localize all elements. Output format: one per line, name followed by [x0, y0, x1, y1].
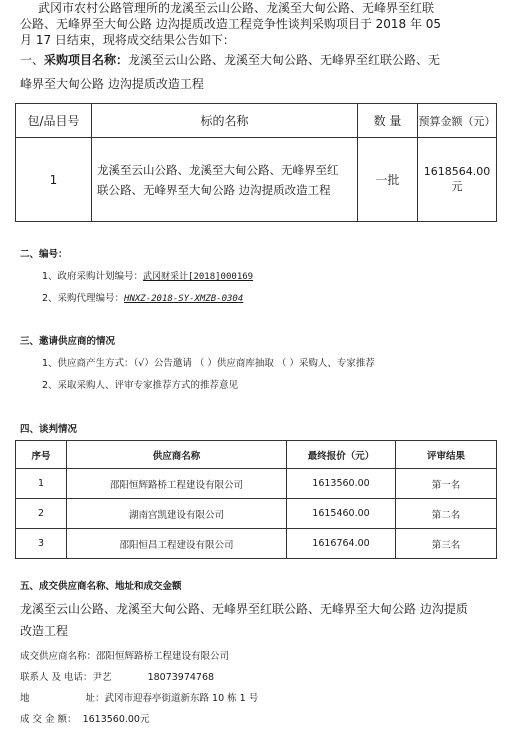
section1-heading: [20, 52, 440, 69]
supplier-method: 1、供应商产生方式：（√）公告邀请 （ ）供应商库抽取 （ ）采购人、专家推荐: [42, 358, 375, 369]
table-row: [16, 499, 497, 529]
col-header-result: 评审结果: [396, 441, 497, 469]
quantity: 一批: [358, 138, 418, 222]
section1-name-part2: 峰界至大甸公路 边沟提质改造工程: [20, 77, 204, 91]
award-project-line1: 龙溪至云山公路、龙溪至大甸公路、无峰界至红联公路、无峰界至大甸公路 边沟提质: [20, 602, 468, 616]
row-result: 第二名: [396, 499, 497, 529]
row-supplier: 邵阳恒昌工程建设有限公司: [67, 529, 287, 559]
item-name-line1: 龙溪至云山公路、龙溪至大甸公路、无峰界至红: [97, 162, 339, 177]
section4-heading: 四、谈判情况: [20, 424, 78, 435]
col-header-item-name: 标的名称: [92, 104, 358, 138]
award-contact-row: [20, 671, 214, 684]
negotiation-table: [15, 440, 497, 559]
col-header-budget: 预算金额（元）: [418, 104, 497, 138]
item-name-cell: [92, 138, 358, 222]
contact-label: 联系人 及 电话：: [20, 672, 93, 683]
agency-number-row: [42, 292, 243, 306]
plan-number-row: [42, 270, 253, 284]
col-header-supplier: 供应商名称: [67, 441, 287, 469]
col-header-final-price: 最终报价（元）: [287, 441, 396, 469]
section1-name-part1: 龙溪至云山公路、龙溪至大甸公路、无峰界至红联公路、无: [128, 53, 441, 67]
plan-number-value: 武冈财采计[2018]000169: [143, 272, 254, 282]
col-header-quantity: 数 量: [358, 104, 418, 138]
section5-heading: 五、成交供应商名称、地址和成交金额: [20, 581, 182, 592]
agency-number-value: HNXZ-2018-SY-XMZB-0304: [124, 294, 244, 304]
row-supplier: 湖南宫凯建设有限公司: [67, 499, 287, 529]
amount-value: 1613560.00元: [82, 714, 150, 725]
address-label-a: 地: [20, 693, 30, 704]
row-price: 1615460.00: [287, 499, 396, 529]
award-supplier-value: 邵阳恒辉路桥工程建设有限公司: [96, 651, 230, 662]
intro-line-1: 武冈市农村公路管理所的龙溪至云山公路、龙溪至大甸公路、无峰界至红联: [38, 1, 435, 15]
row-no: 3: [16, 529, 67, 559]
budget-amount: 1618564.00 元: [418, 138, 497, 222]
row-price: 1616764.00: [287, 529, 396, 559]
address-label-b: 址：: [85, 693, 105, 704]
project-table: [15, 103, 497, 222]
award-address-row: [20, 692, 258, 705]
table-row: [16, 138, 497, 222]
row-supplier: 邵阳恒辉路桥工程建设有限公司: [67, 469, 287, 499]
item-name-line2: 联公路、无峰界至大甸公路 边沟提质改造工程: [97, 182, 331, 197]
row-price: 1613560.00: [287, 469, 396, 499]
section1-prefix: 一、: [20, 53, 45, 67]
row-result: 第三名: [396, 529, 497, 559]
award-supplier-label: 成交供应商名称：: [20, 651, 97, 662]
plan-number-label: 1、政府采购计划编号：: [42, 271, 144, 282]
section2-heading: 二、编号：: [20, 249, 68, 260]
intro-line-3: 月 17 日结束，现将成交结果公告如下：: [20, 33, 235, 47]
section3-heading: 三、邀请供应商的情况: [20, 336, 116, 347]
award-supplier-row: [20, 650, 229, 663]
intro-line-2: 公路、无峰界至大甸公路 边沟提质改造工程竞争性谈判采购项目于 2018 年 05: [20, 17, 442, 31]
amount-label: 成 交 金 额：: [20, 714, 77, 725]
contact-phone: 18073974768: [147, 672, 215, 683]
recommendation-opinion: 2、采取采购人、评审专家推荐方式的推荐意见: [42, 380, 239, 391]
table-row: [16, 529, 497, 559]
col-header-seq: 序号: [16, 441, 67, 469]
agency-number-label: 2、采购代理编号：: [42, 293, 125, 304]
table-row: [16, 469, 497, 499]
contact-name: 尹艺: [92, 672, 112, 683]
address-value: 武冈市迎春亭街道新东路 10 栋 1 号: [104, 693, 259, 704]
award-amount-row: [20, 713, 149, 726]
col-header-package: 包/品目号: [16, 104, 92, 138]
row-result: 第一名: [396, 469, 497, 499]
award-project-line2: 改造工程: [20, 624, 69, 638]
package-no: 1: [16, 138, 92, 222]
row-no: 2: [16, 499, 67, 529]
section1-label: 采购项目名称：: [44, 53, 129, 67]
row-no: 1: [16, 469, 67, 499]
